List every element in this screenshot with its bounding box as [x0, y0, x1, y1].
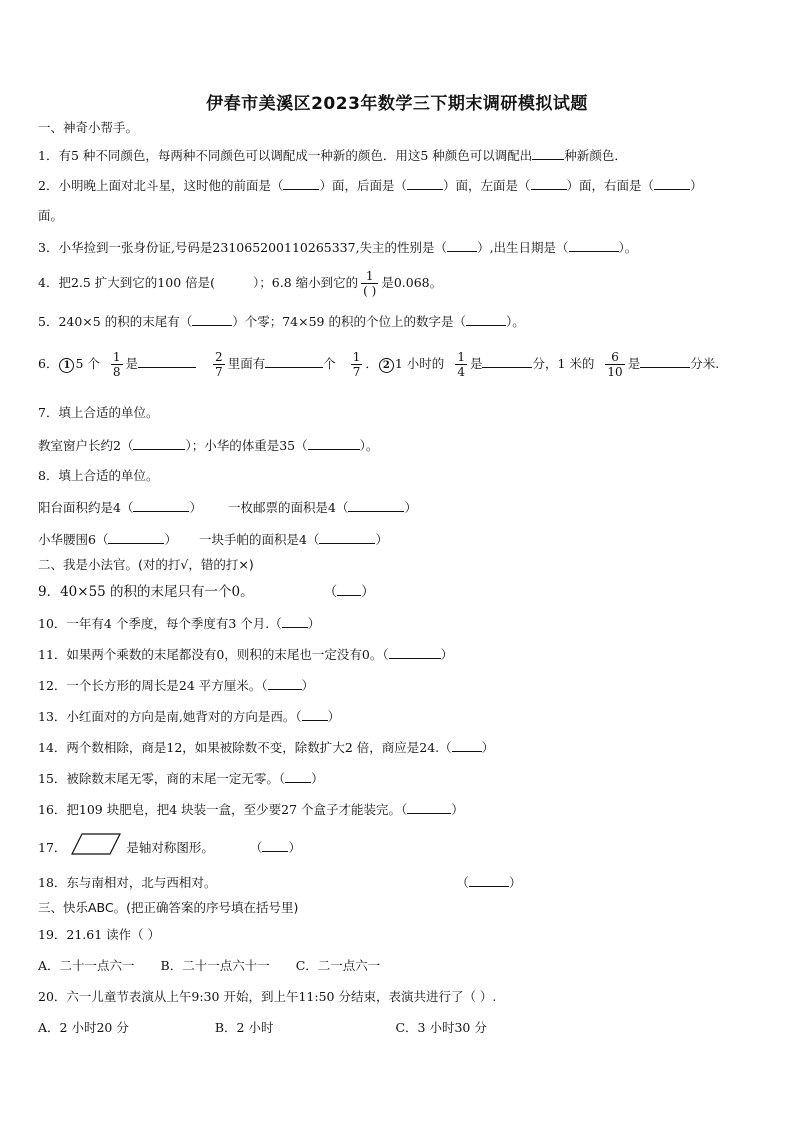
option-a[interactable]: A．2 小时20 分 [38, 1020, 129, 1035]
answer-blank[interactable] [133, 437, 185, 450]
answer-blank[interactable] [452, 739, 482, 752]
question-19-options [38, 958, 380, 974]
answer-blank[interactable] [302, 708, 328, 721]
answer-blank[interactable] [654, 177, 690, 190]
answer-blank[interactable] [482, 355, 532, 368]
question-3: 3．小华捡到一张身份证,号码是231065200110265337,失主的性别是（ ）,出生日期是（ ）。 [38, 240, 638, 255]
answer-blank[interactable] [283, 177, 319, 190]
question-4: 4．把2.5 扩大到它的100 倍是( ）；6.8 缩小到它的 $\frac{1}{( )}$ 是0.068。 [38, 269, 443, 298]
section-3-heading: 三、快乐ABC。(把正确答案的序号填在括号里) [38, 900, 299, 915]
answer-blank[interactable] [469, 874, 509, 887]
question-20: 20．六一儿童节表演从上午9:30 开始，到上午11:50 分结束，表演共进行了（ ）. [38, 989, 497, 1004]
question-1: 1．有5 种不同颜色，每两种不同颜色可以调配成一种新的颜色．用这5 种颜色可以调配出 种新颜色． [38, 148, 627, 163]
question-5: 5．240×5 的积的末尾有（ ）个零；74×59 的积的个位上的数字是（ ）。 [38, 314, 525, 329]
question-14: 14．两个数相除，商是12，如果被除数不变，除数扩大2 倍，商应是24.（ ） [38, 740, 495, 755]
page-title: 伊春市美溪区2023年数学三下期末调研模拟试题 [206, 94, 588, 114]
answer-blank[interactable] [640, 355, 690, 368]
answer-blank[interactable] [531, 177, 567, 190]
fraction: $\frac{1}{( )}$ [363, 269, 377, 298]
option-c[interactable]: C．3 小时30 分 [395, 1020, 487, 1035]
question-20-options [38, 1020, 487, 1036]
question-6: 6． 1 5 个 $\frac{1}{8}$ 是 $\frac{2}{7}$ 里面有 个 $\frac{1}{7}$ ． 2 1 小时的 $\frac{1}{4}$ 是 分，1 米的 $\frac{6}{10}$ 是 分米. [38, 350, 720, 379]
answer-blank[interactable] [319, 531, 375, 544]
parallelogram-icon [70, 832, 122, 865]
answer-blank[interactable] [282, 615, 308, 628]
answer-blank[interactable] [447, 239, 477, 252]
question-8-row-2: 小华腰围6（ ） 一块手帕的面积是4（ ） [38, 532, 388, 547]
question-7: 教室窗户长约2（ ）；小华的体重是35（ ）。 [38, 438, 379, 453]
option-c[interactable]: C．二一点六一 [295, 958, 381, 973]
question-19: 19．21.61 读作（ ） [38, 927, 161, 942]
answer-blank[interactable] [337, 583, 361, 596]
section-1-heading: 一、神奇小帮手。 [38, 120, 139, 135]
answer-blank[interactable] [407, 177, 443, 190]
question-12: 12．一个长方形的周长是24 平方厘米。（ ） [38, 678, 315, 693]
answer-blank[interactable] [285, 770, 311, 783]
answer-blank[interactable] [348, 499, 404, 512]
question-7-title: 7．填上合适的单位。 [38, 405, 159, 420]
question-8-title: 8．填上合适的单位。 [38, 468, 159, 483]
answer-blank[interactable] [389, 646, 441, 659]
answer-blank[interactable] [108, 531, 164, 544]
fraction: $\frac{1}{4}$ [457, 350, 465, 379]
question-13: 13．小红面对的方向是南,她背对的方向是西。（ ） [38, 709, 341, 724]
question-2: 2．小明晚上面对北斗星，这时他的前面是（ ）面，后面是（ ）面，左面是（ ）面，右面是（ ） [38, 178, 703, 193]
answer-blank[interactable] [407, 801, 451, 814]
circled-number-1: 1 [59, 358, 74, 373]
fraction: $\frac{1}{7}$ [352, 350, 361, 379]
question-16: 16．把109 块肥皂，把4 块装一盒，至少要27 个盒子才能装完。（ ） [38, 802, 464, 817]
answer-blank[interactable] [569, 239, 619, 252]
question-18: 18．东与南相对，北与西相对。 （ ） [38, 875, 522, 890]
question-9: 9．40×55 的积的末尾只有一个0。 （ ） [38, 584, 375, 600]
answer-blank[interactable] [138, 355, 196, 368]
answer-blank[interactable] [532, 147, 564, 160]
fraction: $\frac{2}{7}$ [215, 350, 223, 379]
question-11: 11．如果两个乘数的末尾都没有0，则积的末尾也一定没有0。（ ） [38, 647, 454, 662]
section-2-heading: 二、我是小法官。(对的打√，错的打×) [38, 557, 254, 572]
question-15: 15．被除数末尾无零，商的末尾一定无零。（ ） [38, 771, 324, 786]
circled-number-2: 2 [379, 358, 394, 373]
question-10: 10．一年有4 个季度，每个季度有3 个月.（ ） [38, 616, 321, 631]
option-b[interactable]: B．2 小时 [214, 1020, 274, 1035]
answer-blank[interactable] [308, 437, 360, 450]
answer-blank[interactable] [466, 313, 506, 326]
fraction: $\frac{1}{8}$ [112, 350, 121, 379]
question-2-continued: 面。 [38, 208, 64, 223]
answer-blank[interactable] [265, 355, 323, 368]
option-a[interactable]: A．二十一点六一 [38, 958, 135, 973]
answer-blank[interactable] [262, 839, 288, 852]
answer-blank[interactable] [133, 499, 189, 512]
question-17: 17． 是轴对称图形。 （ ） [38, 832, 301, 865]
answer-blank[interactable] [192, 313, 232, 326]
question-8-row-1: 阳台面积约是4（ ） 一枚邮票的面积是4（ ） [38, 500, 417, 515]
answer-blank[interactable] [268, 677, 302, 690]
option-b[interactable]: B．二十一点六十一 [160, 958, 270, 973]
fraction: $\frac{6}{10}$ [607, 350, 623, 379]
